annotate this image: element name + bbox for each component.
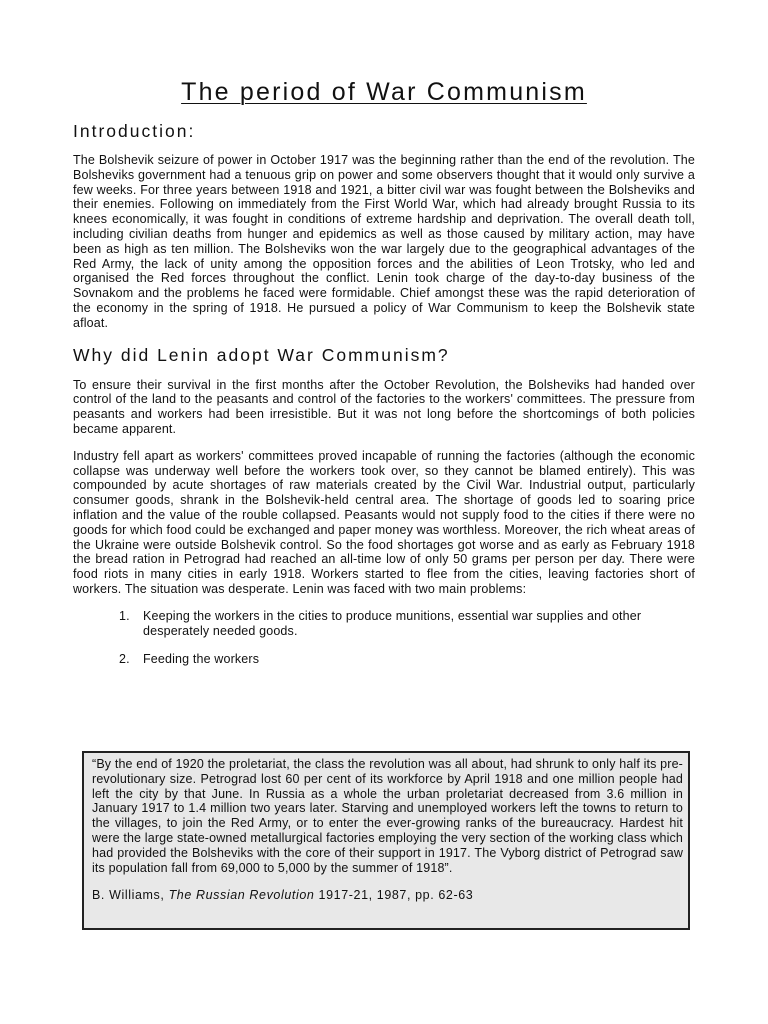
introduction-paragraph: The Bolshevik seizure of power in October 1917 was the beginning rather than the end of the revolution. The Bolsheviks government had a tenuous grip on power and some observers thought that it would only survive a few weeks. For three years between 1918 and 1921, a bitter civil war was fought between the Bolsheviks and their enemies. Following on immediately from the First World War, which had already brought Russia to its knees economically, it was fought in conditions of extreme hardship and deprivation. The overall death toll, including civilian deaths from hunger and epidemics as well as those caused by military action, may have been as high as ten million. The Bolsheviks won the war largely due to the geographical advantages of the Red Army, the lack of unity among the opposition forces and the abilities of Leon Trotsky, who led and organised the Red forces throughout the conflict. Lenin took charge of the day-to-day business of the Sovnakom and the problems he faced were formidable. Chief amongst these was the rapid deterioration of the economy in the spring of 1918. He pursued a policy of War Communism to keep the Bolshevik state afloat. — [73, 153, 695, 330]
quote-text: “By the end of 1920 the proletariat, the class the revolution was all about, had shrunk to only half its pre-revolutionary size. Petrograd lost 60 per cent of its workforce by April 1918 and one million people had left the city by that June. In Russia as a whole the urban proletariat decreased from 3.6 million in January 1917 to 1.4 million two years later. Starving and unemployed workers left the towns to return to the villages, to join the Red Army, or to enter the ever-growing ranks of the bureaucracy. Hardest hit were the large state-owned metallurgical factories employing the very section of the working class which had provided the Bolsheviks with the core of their support in 1917. The Vyborg district of Petrograd saw its population fall from 69,000 to 5,000 by the summer of 1918”. — [92, 757, 683, 875]
section-heading-why-lenin: Why did Lenin adopt War Communism? — [73, 344, 450, 365]
section-heading-introduction: Introduction: — [73, 121, 196, 141]
quote-citation — [92, 888, 683, 903]
citation-author: B. Williams, — [92, 888, 169, 903]
quote-box — [82, 751, 690, 930]
list-item-text: Feeding the workers — [143, 652, 260, 667]
list-item — [119, 609, 695, 639]
page-title: The period of War Communism — [181, 78, 587, 106]
why-paragraph-2: Industry fell apart as workers' committees proved incapable of running the factories (although the economic collapse was underway well before the workers took over, so they cannot be blamed entirely). This was compounded by acute shortages of raw materials created by the Civil War. Industrial output, particularly consumer goods, shrank in the Bolshevik-held central area. The shortage of goods led to soaring price inflation and the value of the rouble collapsed. Peasants would not supply food to the cities if there were no goods for which food could be exchanged and paper money was worthless. Moreover, the rich wheat areas of the Ukraine were outside Bolshevik control. So the food shortages got worse and as early as February 1918 the bread ration in Petrograd had reached an all-time low of only 50 grams per person per day. There were food riots in many cities in early 1918. Workers started to flee from the cities, leaving factories short of workers. The situation was desperate. Lenin was faced with two main problems: — [73, 448, 695, 596]
list-item — [119, 652, 695, 667]
list-item-text: Keeping the workers in the cities to produce munitions, essential war supplies and other desperately needed goods. — [143, 608, 642, 638]
document-page — [73, 74, 695, 667]
citation-work-title: The Russian Revolution — [168, 888, 315, 903]
citation-details: 1917-21, 1987, pp. 62-63 — [314, 888, 474, 903]
list-item-number: 2. — [119, 652, 130, 667]
list-item-number: 1. — [119, 608, 130, 623]
why-paragraph-1: To ensure their survival in the first months after the October Revolution, the Bolsheviks had handed over control of the land to the peasants and control of the factories to the workers' committees. The pressure from peasants and workers had been irresistible. But it was not long before the shortcomings of both policies became apparent. — [73, 377, 695, 436]
problems-list — [73, 609, 695, 667]
